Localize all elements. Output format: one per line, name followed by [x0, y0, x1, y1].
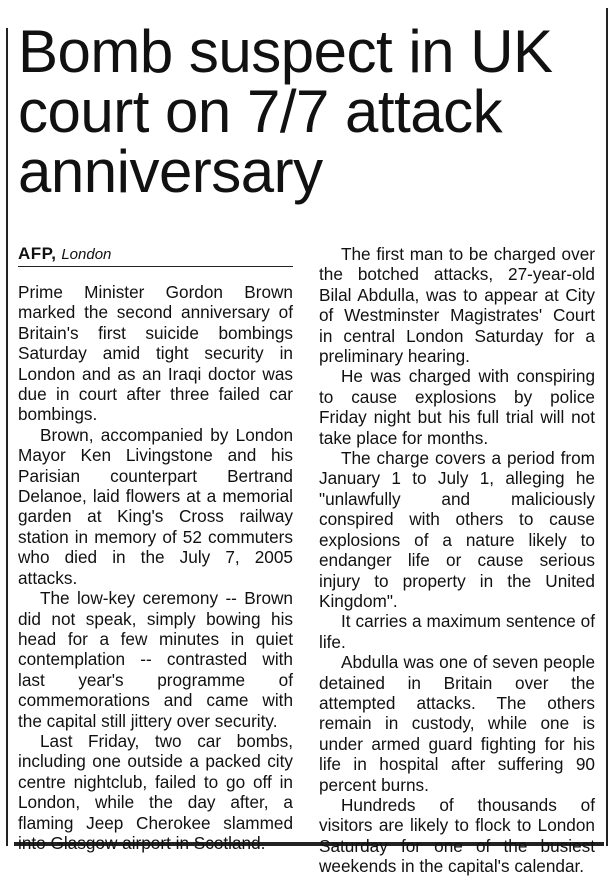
article-column-right — [319, 244, 595, 877]
byline-agency: AFP, — [18, 244, 57, 263]
article-paragraph: Prime Minister Gordon Brown marked the second anniversary of Britain's first suicide bombings Saturday amid tight security in London and as an Iraqi doctor was due in court after three failed car bombings. — [18, 282, 293, 425]
article-paragraph: The low-key ceremony -- Brown did not speak, simply bowing his head for a few minutes in quiet contemplation -- contrasted with last year's programme of commemorations and came with the capital still jittery over security. — [18, 588, 293, 731]
article-paragraph: It carries a maximum sentence of life. — [319, 611, 595, 652]
article-paragraph: Abdulla was one of seven people detained in Britain over the attempted attacks. The others remain in custody, while one is under armed guard fighting for his life in hospital after suffering 90 percent burns. — [319, 652, 595, 795]
article-paragraph: The first man to be charged over the botched attacks, 27-year-old Bilal Abdulla, was to appear at City of Westminster Magistrates' Court in central London Saturday for a preliminary hearing. — [319, 244, 595, 367]
byline — [18, 242, 293, 267]
article-column-left — [18, 242, 293, 853]
article-paragraph: Hundreds of thousands of visitors are likely to flock to London Saturday for one of the busiest weekends in the capital's calendar. — [319, 794, 595, 877]
article-paragraph: He was charged with conspiring to cause explosions by police Friday night but his full trial will not take place for months. — [319, 366, 595, 448]
article-paragraph: The charge covers a period from January 1 to July 1, alleging he "unlawfully and maliciously conspired with others to cause explosions of a nature likely to endanger life or cause serious injury to property in the United Kingdom". — [319, 448, 595, 611]
right-border-rule — [606, 8, 608, 846]
left-column-rule — [6, 28, 8, 846]
article-paragraph: Last Friday, two car bombs, including one outside a packed city centre nightclub, failed to go off in London, while the day after, a flaming Jeep Cherokee slammed into Glasgow airport in Scotland. — [18, 730, 293, 853]
headline: Bomb suspect in UK court on 7/7 attack anniversary — [18, 18, 553, 205]
byline-location: London — [61, 246, 112, 263]
article-paragraph: Brown, accompanied by London Mayor Ken Livingstone and his Parisian counterpart Bertrand Delanoe, laid flowers at a memorial garden at King's Cross railway station in memory of 52 commuters who died in the July 7, 2005 attacks. — [18, 424, 293, 588]
